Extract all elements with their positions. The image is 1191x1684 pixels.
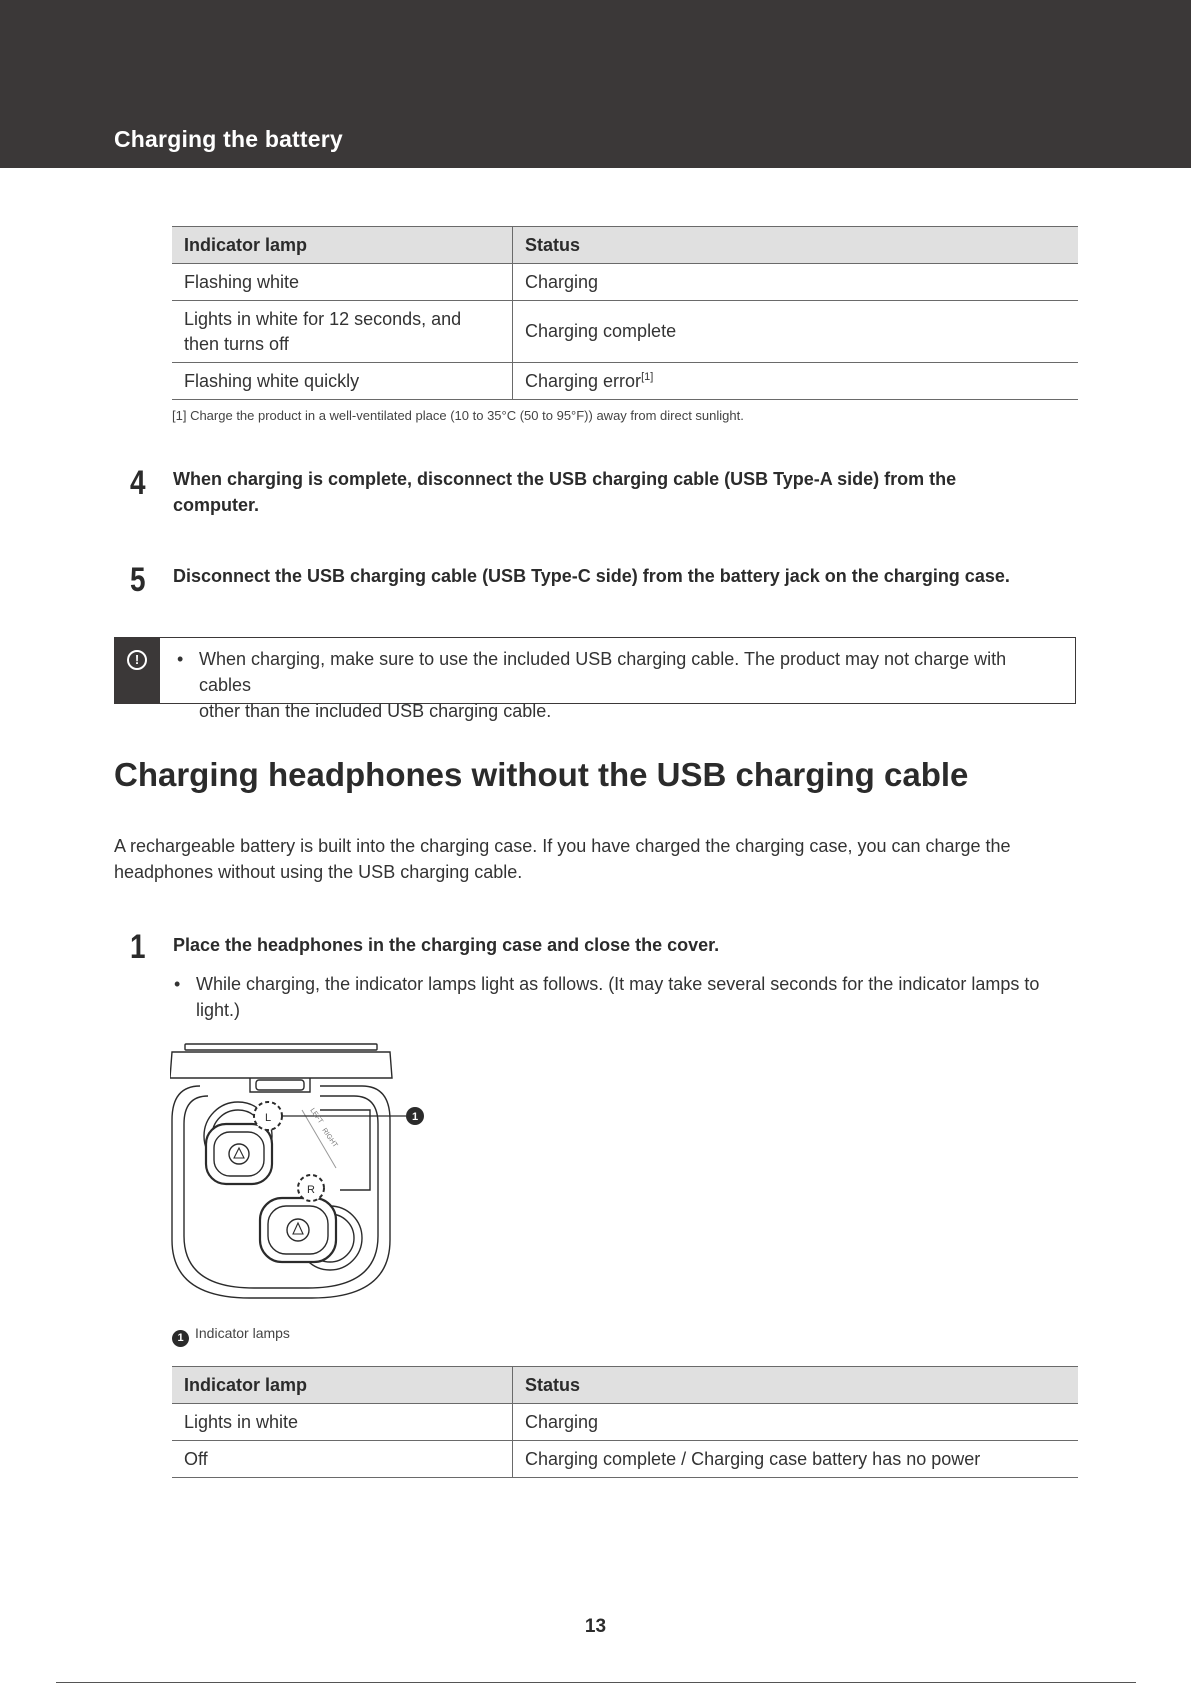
note-icon-band <box>115 638 160 703</box>
table-header-status: Status <box>513 227 1079 264</box>
step-text: When charging is complete, disconnect the USB charging cable (USB Type-A side) from the computer. <box>173 469 957 515</box>
callout-number: 1 <box>411 1111 419 1123</box>
caution-icon: ! <box>127 650 147 670</box>
step-1-bullet: • While charging, the indicator lamps light as follows. (It may take several seconds for the indicator lamps to light.) <box>196 971 1076 1023</box>
table-cell-lamp: Lights in white <box>172 1404 513 1441</box>
caution-note <box>114 637 1076 721</box>
table-header-lamp: Indicator lamp <box>172 1367 513 1404</box>
footnote-marker: [1] <box>641 370 654 383</box>
table-cell-status: Charging error[1] <box>513 363 1079 400</box>
step-number: 5 <box>130 561 146 599</box>
figure-caption: 1 Indicator lamps <box>172 1325 290 1347</box>
table-cell-lamp: Flashing white <box>172 264 513 301</box>
table-row <box>172 363 1078 400</box>
indicator-table-1 <box>172 226 1078 400</box>
case-text-left: LEFT <box>308 1107 324 1126</box>
table-cell-lamp: Flashing white quickly <box>172 363 513 400</box>
callout-badge-icon: 1 <box>172 1330 189 1347</box>
section-intro: A rechargeable battery is built into the charging case. If you have charged the charging case, you can charge the headphones without using the USB charging cable. <box>114 836 1011 882</box>
page-header-title: Charging the battery <box>114 126 343 152</box>
bullet-icon: • <box>177 649 184 669</box>
table-row <box>172 264 1078 301</box>
table-cell-status: Charging <box>513 264 1079 301</box>
table-row <box>172 301 1078 363</box>
note-text: • When charging, make sure to use the included USB charging cable. The product may not charge with cables other than the included USB charging cable. <box>199 646 1059 724</box>
step-text: Place the headphones in the charging case and close the cover. <box>173 935 720 955</box>
table-header-row <box>172 227 1078 264</box>
table-cell-lamp: Lights in white for 12 seconds, and then turns off <box>172 301 513 363</box>
left-lamp-label: L <box>265 1112 272 1124</box>
case-text-right: RIGHT <box>320 1127 339 1149</box>
indicator-table-2 <box>172 1366 1078 1478</box>
step-text: Disconnect the USB charging cable (USB Type-C side) from the battery jack on the charging case. <box>173 566 1010 586</box>
right-lamp-label: R <box>307 1184 315 1196</box>
charging-case-drawing <box>170 1040 470 1300</box>
table-cell-lamp: Off <box>172 1441 513 1478</box>
charging-case-illustration <box>170 1040 470 1300</box>
step-number: 1 <box>130 928 146 966</box>
section-title: Charging headphones without the USB charging cable <box>114 756 969 793</box>
table-header-lamp: Indicator lamp <box>172 227 513 264</box>
bullet-icon: • <box>174 974 181 994</box>
table-footnote: [1] Charge the product in a well-ventilated place (10 to 35°C (50 to 95°F)) away from direct sunlight. <box>172 408 744 423</box>
table-cell-status: Charging complete <box>513 301 1079 363</box>
bottom-rule <box>56 1682 1136 1683</box>
table-header-status: Status <box>513 1367 1079 1404</box>
step-number: 4 <box>130 464 146 502</box>
page-number: 13 <box>584 1616 607 1637</box>
table-cell-status: Charging complete / Charging case battery has no power <box>513 1441 1079 1478</box>
table-header-row <box>172 1367 1078 1404</box>
table-row <box>172 1441 1078 1478</box>
table-cell-status: Charging <box>513 1404 1079 1441</box>
table-row <box>172 1404 1078 1441</box>
